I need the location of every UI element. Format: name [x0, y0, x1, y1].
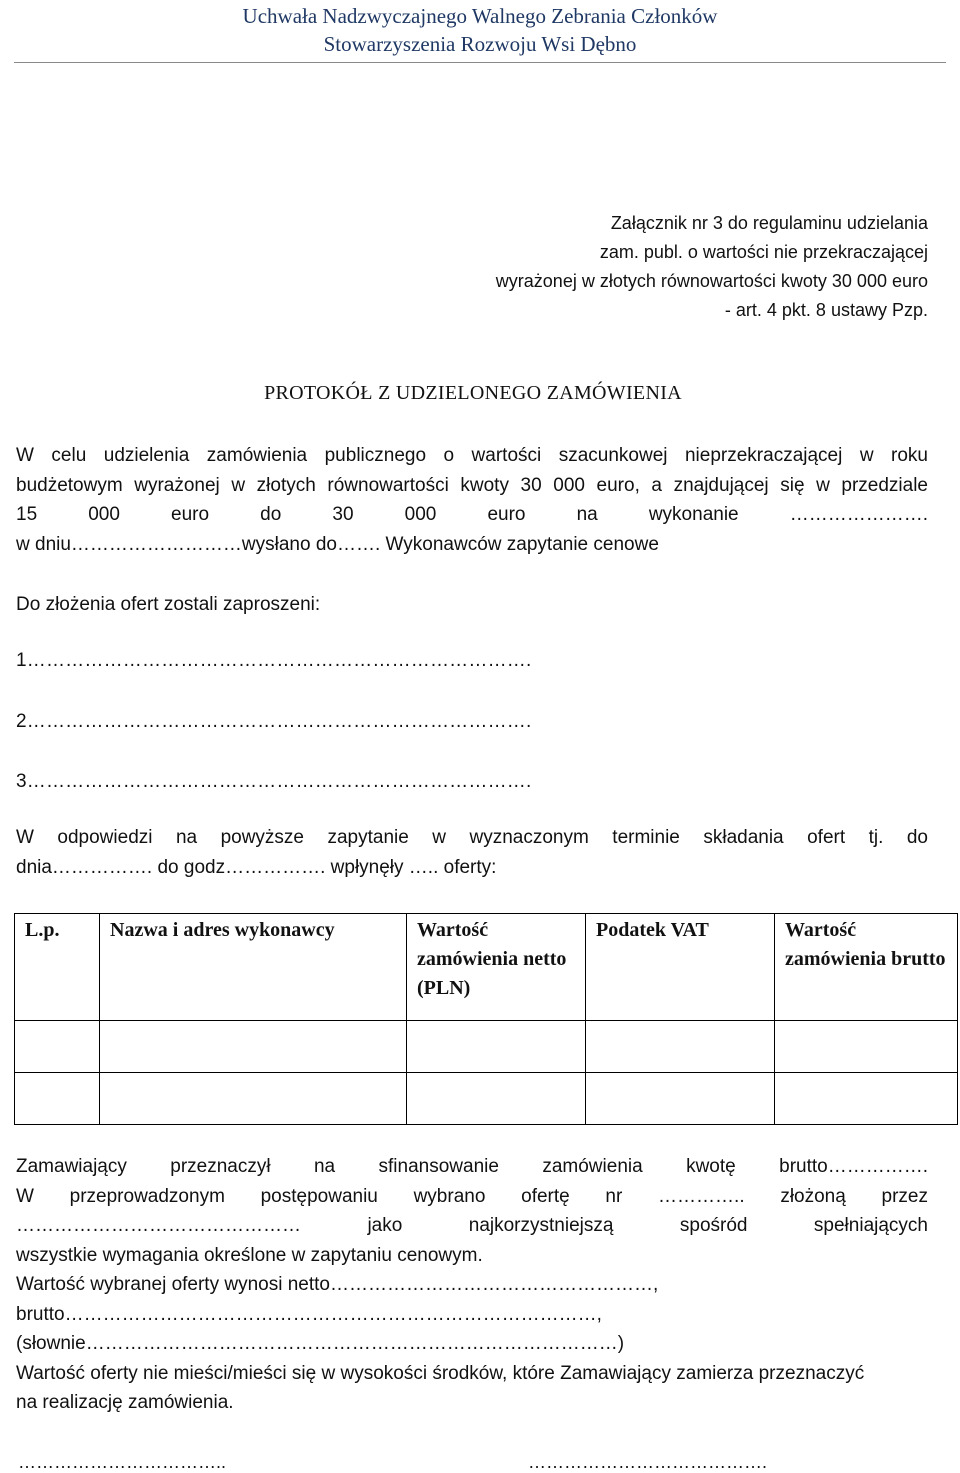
table-cell	[586, 1021, 775, 1073]
response-paragraph	[16, 823, 928, 882]
header-title-line-1: Uchwała Nadzwyczajnego Walnego Zebrania Członków	[242, 4, 718, 28]
summary-line-8: Wartość oferty nie mieści/mieści się w wysokości środków, które Zamawiający zamierza przeznaczyć	[16, 1362, 865, 1384]
summary-line-2: W przeprowadzonym postępowaniu wybrano ofertę nr ………….. złożoną przez	[16, 1185, 928, 1207]
annex-line-2: zam. publ. o wartości nie przekraczającej	[599, 242, 928, 262]
header-contractor: Nazwa i adres wykonawcy	[100, 914, 407, 1021]
signature-right: ………………………………….	[528, 1452, 768, 1472]
intro-line-1: W celu udzielenia zamówienia publicznego o wartości szacunkowej nieprzekraczającej w roku	[16, 445, 928, 466]
header-net-value: Wartość zamówienia netto (PLN)	[407, 914, 586, 1021]
response-line-2: dnia……………. do godz……………. wpłynęły ….. oferty:	[16, 856, 497, 878]
summary-paragraph	[16, 1152, 928, 1418]
response-line-1: W odpowiedzi na powyższe zapytanie w wyznaczonym terminie składania ofert tj. do	[16, 827, 928, 848]
table-cell	[100, 1021, 407, 1073]
table-cell	[775, 1073, 958, 1125]
table-row	[15, 1021, 958, 1073]
summary-line-5: Wartość wybranej oferty wynosi netto……………………………………………,	[16, 1274, 659, 1295]
summary-line-7: (słownie…………………………………………………………………………)	[16, 1333, 625, 1354]
invitee-line-2: 2…………………………………………………………………….	[16, 711, 532, 732]
document-header	[0, 0, 960, 58]
document-title: PROTOKÓŁ Z UDZIELONEGO ZAMÓWIENIA	[264, 382, 682, 404]
annex-line-3: wyrażonej w złotych równowartości kwoty 30 000 euro	[495, 271, 928, 291]
table-cell	[15, 1021, 100, 1073]
invited-label: Do złożenia ofert zostali zaproszeni:	[16, 594, 321, 615]
signature-left: ……………………………..	[18, 1452, 227, 1472]
table-cell	[15, 1073, 100, 1125]
header-gross-value: Wartość zamówienia brutto	[775, 914, 958, 1021]
annex-line-4: - art. 4 pkt. 8 ustawy Pzp.	[724, 300, 928, 320]
annex-line-1: Załącznik nr 3 do regulaminu udzielania	[610, 213, 928, 233]
header-lp: L.p.	[15, 914, 100, 1021]
intro-line-3: 15 000 euro do 30 000 euro na wykonanie ………………….	[16, 504, 928, 525]
table-cell	[100, 1073, 407, 1125]
summary-line-6: brutto…………………………………………………………………………,	[16, 1303, 602, 1325]
header-title-line-2: Stowarzyszenia Rozwoju Wsi Dębno	[323, 32, 637, 56]
table-cell	[775, 1021, 958, 1073]
summary-line-4: wszystkie wymagania określone w zapytaniu cenowym.	[16, 1244, 483, 1266]
intro-line-4: w dniu………………………wysłano do……. Wykonawców zapytanie cenowe	[16, 533, 659, 555]
header-rule	[14, 62, 946, 63]
summary-line-3: ……………………………………… jako najkorzystniejszą spośród spełniających	[16, 1215, 928, 1236]
table-cell	[407, 1021, 586, 1073]
invitee-line-1: 1…………………………………………………………………….	[16, 650, 532, 671]
header-vat: Podatek VAT	[586, 914, 775, 1021]
table-cell	[586, 1073, 775, 1125]
intro-paragraph	[16, 441, 928, 559]
invitee-line-3: 3…………………………………………………………………….	[16, 771, 532, 792]
summary-line-9: na realizację zamówienia.	[16, 1392, 234, 1413]
summary-line-1: Zamawiający przeznaczył na sfinansowanie zamówienia kwotę brutto…………….	[16, 1156, 928, 1177]
intro-line-2: budżetowym wyrażonej w złotych równowartości kwoty 30 000 euro, a znajdującej się w przedziale	[16, 474, 928, 496]
offers-table	[14, 913, 958, 1125]
table-row	[15, 1073, 958, 1125]
table-header-row	[15, 914, 958, 1021]
table-cell	[407, 1073, 586, 1125]
annex-note	[496, 209, 928, 325]
